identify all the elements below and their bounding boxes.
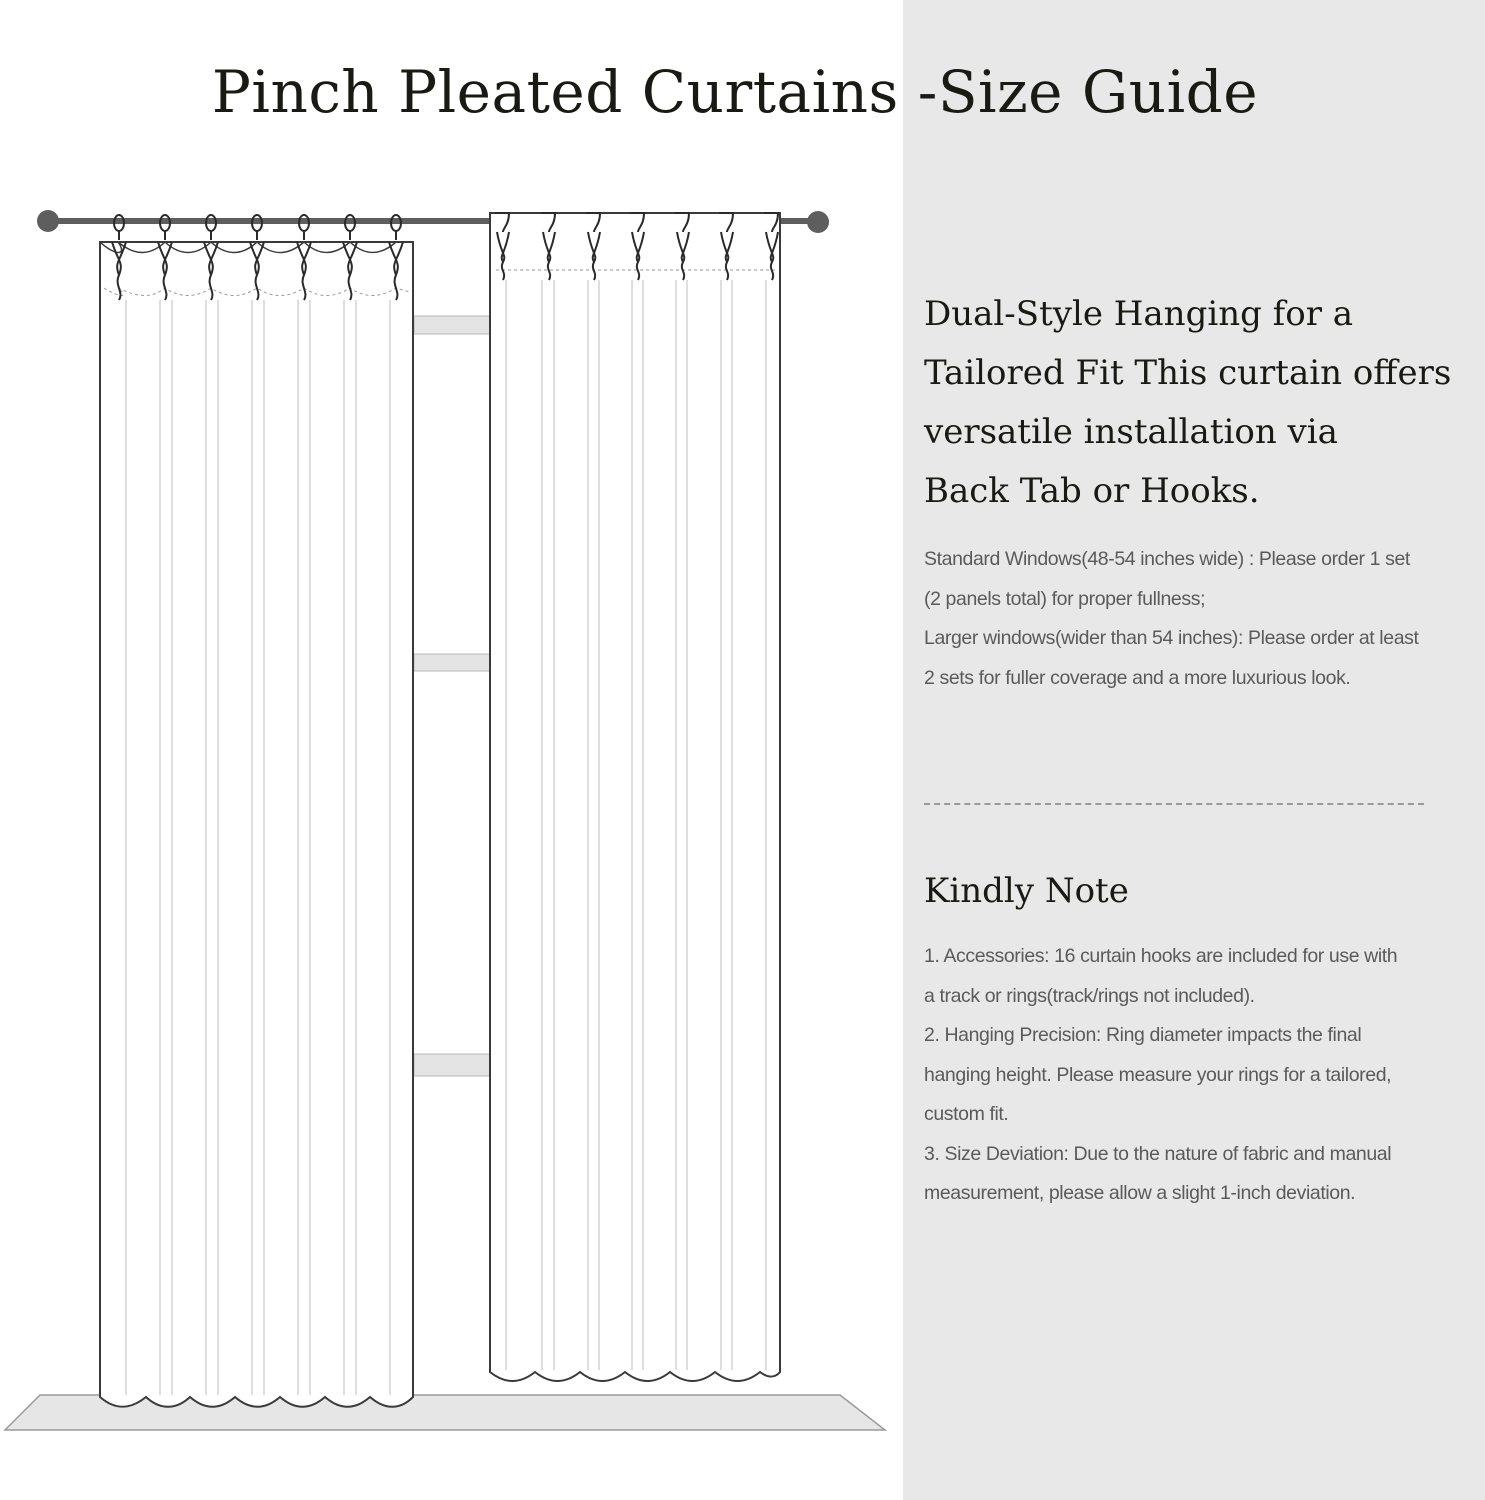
- advice-line: Standard Windows(48-54 inches wide) : Please order 1 set: [924, 548, 1410, 570]
- right-curtain-panel: [490, 213, 780, 1500]
- dashed-divider: [924, 803, 1424, 805]
- kindly-note-list: [924, 937, 1484, 1214]
- heading-line: Tailored Fit This curtain offers: [924, 353, 1452, 393]
- note-line: 3. Size Deviation: Due to the nature of fabric and manual: [924, 1142, 1392, 1165]
- heading-line: Back Tab or Hooks.: [924, 471, 1260, 511]
- window-frame: [414, 316, 490, 1076]
- note-line: a track or rings(track/rings not included).: [924, 984, 1255, 1007]
- heading-line: Dual-Style Hanging for a: [924, 294, 1354, 334]
- window-size-advice: [924, 540, 1484, 698]
- hanging-heading: [924, 285, 1469, 521]
- note-line: measurement, please allow a slight 1-inch deviation.: [924, 1182, 1356, 1204]
- left-curtain-panel: [100, 242, 413, 1407]
- page-title: Pinch Pleated Curtains -Size Guide: [211, 58, 1259, 126]
- advice-line: Larger windows(wider than 54 inches): Please order at least: [924, 627, 1419, 649]
- info-panel: [903, 0, 1485, 1500]
- kindly-note-title: Kindly Note: [924, 871, 1129, 911]
- advice-line: (2 panels total) for proper fullness;: [924, 587, 1206, 610]
- advice-line: 2 sets for fuller coverage and a more luxurious look.: [924, 666, 1351, 689]
- heading-line: versatile installation via: [924, 412, 1338, 452]
- note-line: 2. Hanging Precision: Ring diameter impacts the final: [924, 1024, 1362, 1046]
- note-line: hanging height. Please measure your rings for a tailored,: [924, 1063, 1392, 1086]
- note-line: custom fit.: [924, 1103, 1009, 1125]
- note-line: 1. Accessories: 16 curtain hooks are included for use with: [924, 945, 1398, 967]
